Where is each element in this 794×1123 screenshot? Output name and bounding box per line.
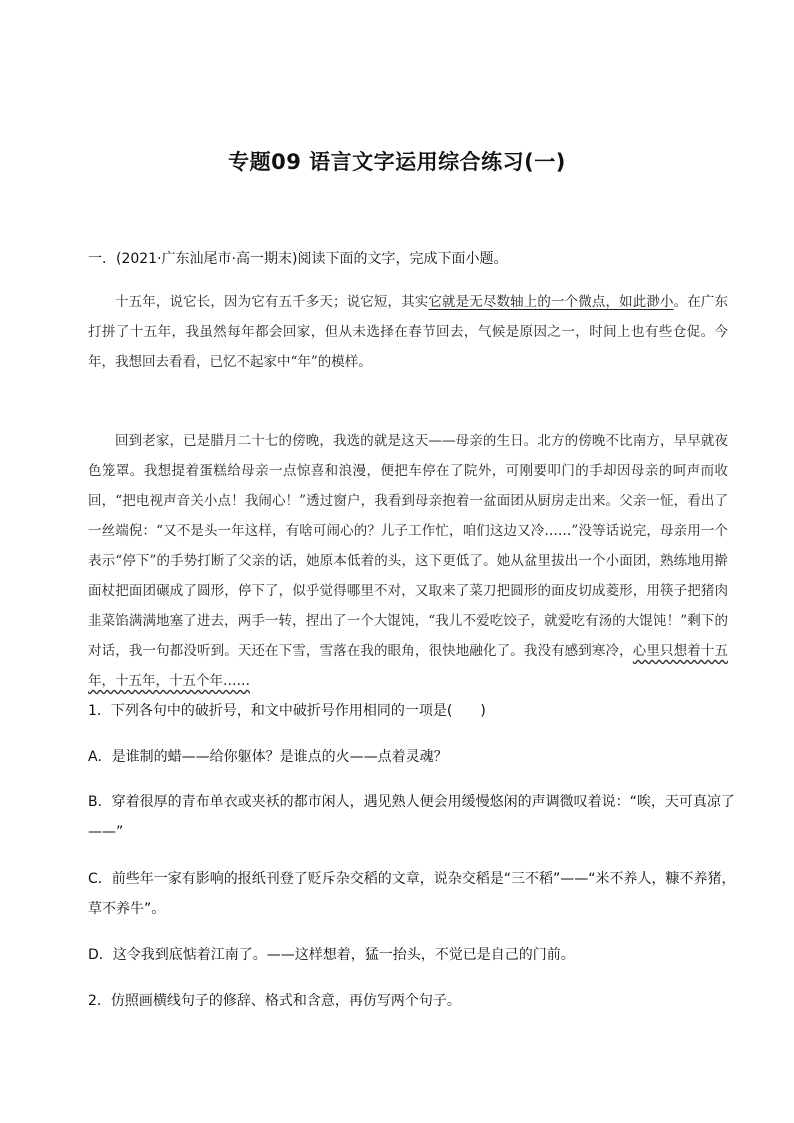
wavy-underlined-sentence: 心里只想着十五年，十五年，十五个年……: [88, 643, 728, 689]
option-c-line-1: C．前些年一家有影响的报纸刊登了贬斥杂交稻的文章，说杂交稻是“三不稻”——“米不养人，糠不养猪，: [88, 871, 736, 887]
option-b-line-2: ——”: [88, 824, 124, 840]
option-b: [88, 787, 735, 847]
option-a: A．是谁制的蜡——给你躯体？是谁点的火——点着灵魂？: [88, 749, 448, 765]
passage-text: 十五年，说它长，因为它有五千多天；说它短，其实: [115, 294, 429, 310]
question-1: 1．下列各句中的破折号，和文中破折号作用相同的一项是( ): [88, 703, 486, 719]
passage-paragraph-2: [88, 426, 728, 696]
question-2: 2．仿照画横线句子的修辞、格式和含意，再仿写两个句子。: [88, 993, 461, 1009]
passage-text: 。在广东打拼了十五年，我虽然每年都会回家，但从未选择在春节回去，气候是原因之一，时间上也有些仓促。今年，我想回去看看，已忆不起家中“年”的模样。: [88, 294, 728, 370]
passage-paragraph-1: [88, 287, 728, 377]
underlined-sentence: 它就是无尽数轴上的一个微点，如此渺小: [428, 294, 674, 310]
option-c-line-2: 草不养牛”。: [88, 901, 166, 917]
option-c: [88, 864, 736, 924]
option-d: D．这令我到底惦着江南了。——这样想着，猛一抬头，不觉已是自己的门前。: [88, 947, 575, 963]
section-heading: 一．(2021·广东汕尾市·高一期末)阅读下面的文字，完成下面小题。: [88, 251, 508, 267]
page-title: 专题09 语言文字运用综合练习(一): [228, 150, 566, 174]
passage-text: 回到老家，已是腊月二十七的傍晚，我选的就是这天——母亲的生日。北方的傍晚不比南方，早早就夜色笼罩。我想提着蛋糕给母亲一点惊喜和浪漫，便把车停在了院外，可刚要叩门的手却因母亲的呵声而收回，“把电视声音关小点！我闹心！”透过窗户，我看到母亲抱着一盆面团从厨房走出来。父亲一怔，看出了一丝端倪：“又不是头一年这样，有啥可闹心的？儿子工作忙，咱们这边又冷……”没等话说完，母亲用一个表示“停下”的手势打断了父亲的话，她原本低着的头，这下更低了。她从盆里拔出一个小面团，熟练地用擀面杖把面团碾成了圆形，停下了，似乎觉得哪里不对，又取来了菜刀把圆形的面皮切成菱形，用筷子把猪肉韭菜馅满满地塞了进去，两手一转，捏出了一个大馄饨，“我儿不爱吃饺子，就爱吃有汤的大馄饨！”剩下的对话，我一句都没听到。天还在下雪，雪落在我的眼角，很快地融化了。我没有感到寒冷，: [88, 433, 728, 659]
option-b-line-1: B．穿着很厚的青布单衣或夹袄的都市闲人，遇见熟人便会用缓慢悠闲的声调微叹着说：“唉，天可真凉了: [88, 794, 735, 810]
